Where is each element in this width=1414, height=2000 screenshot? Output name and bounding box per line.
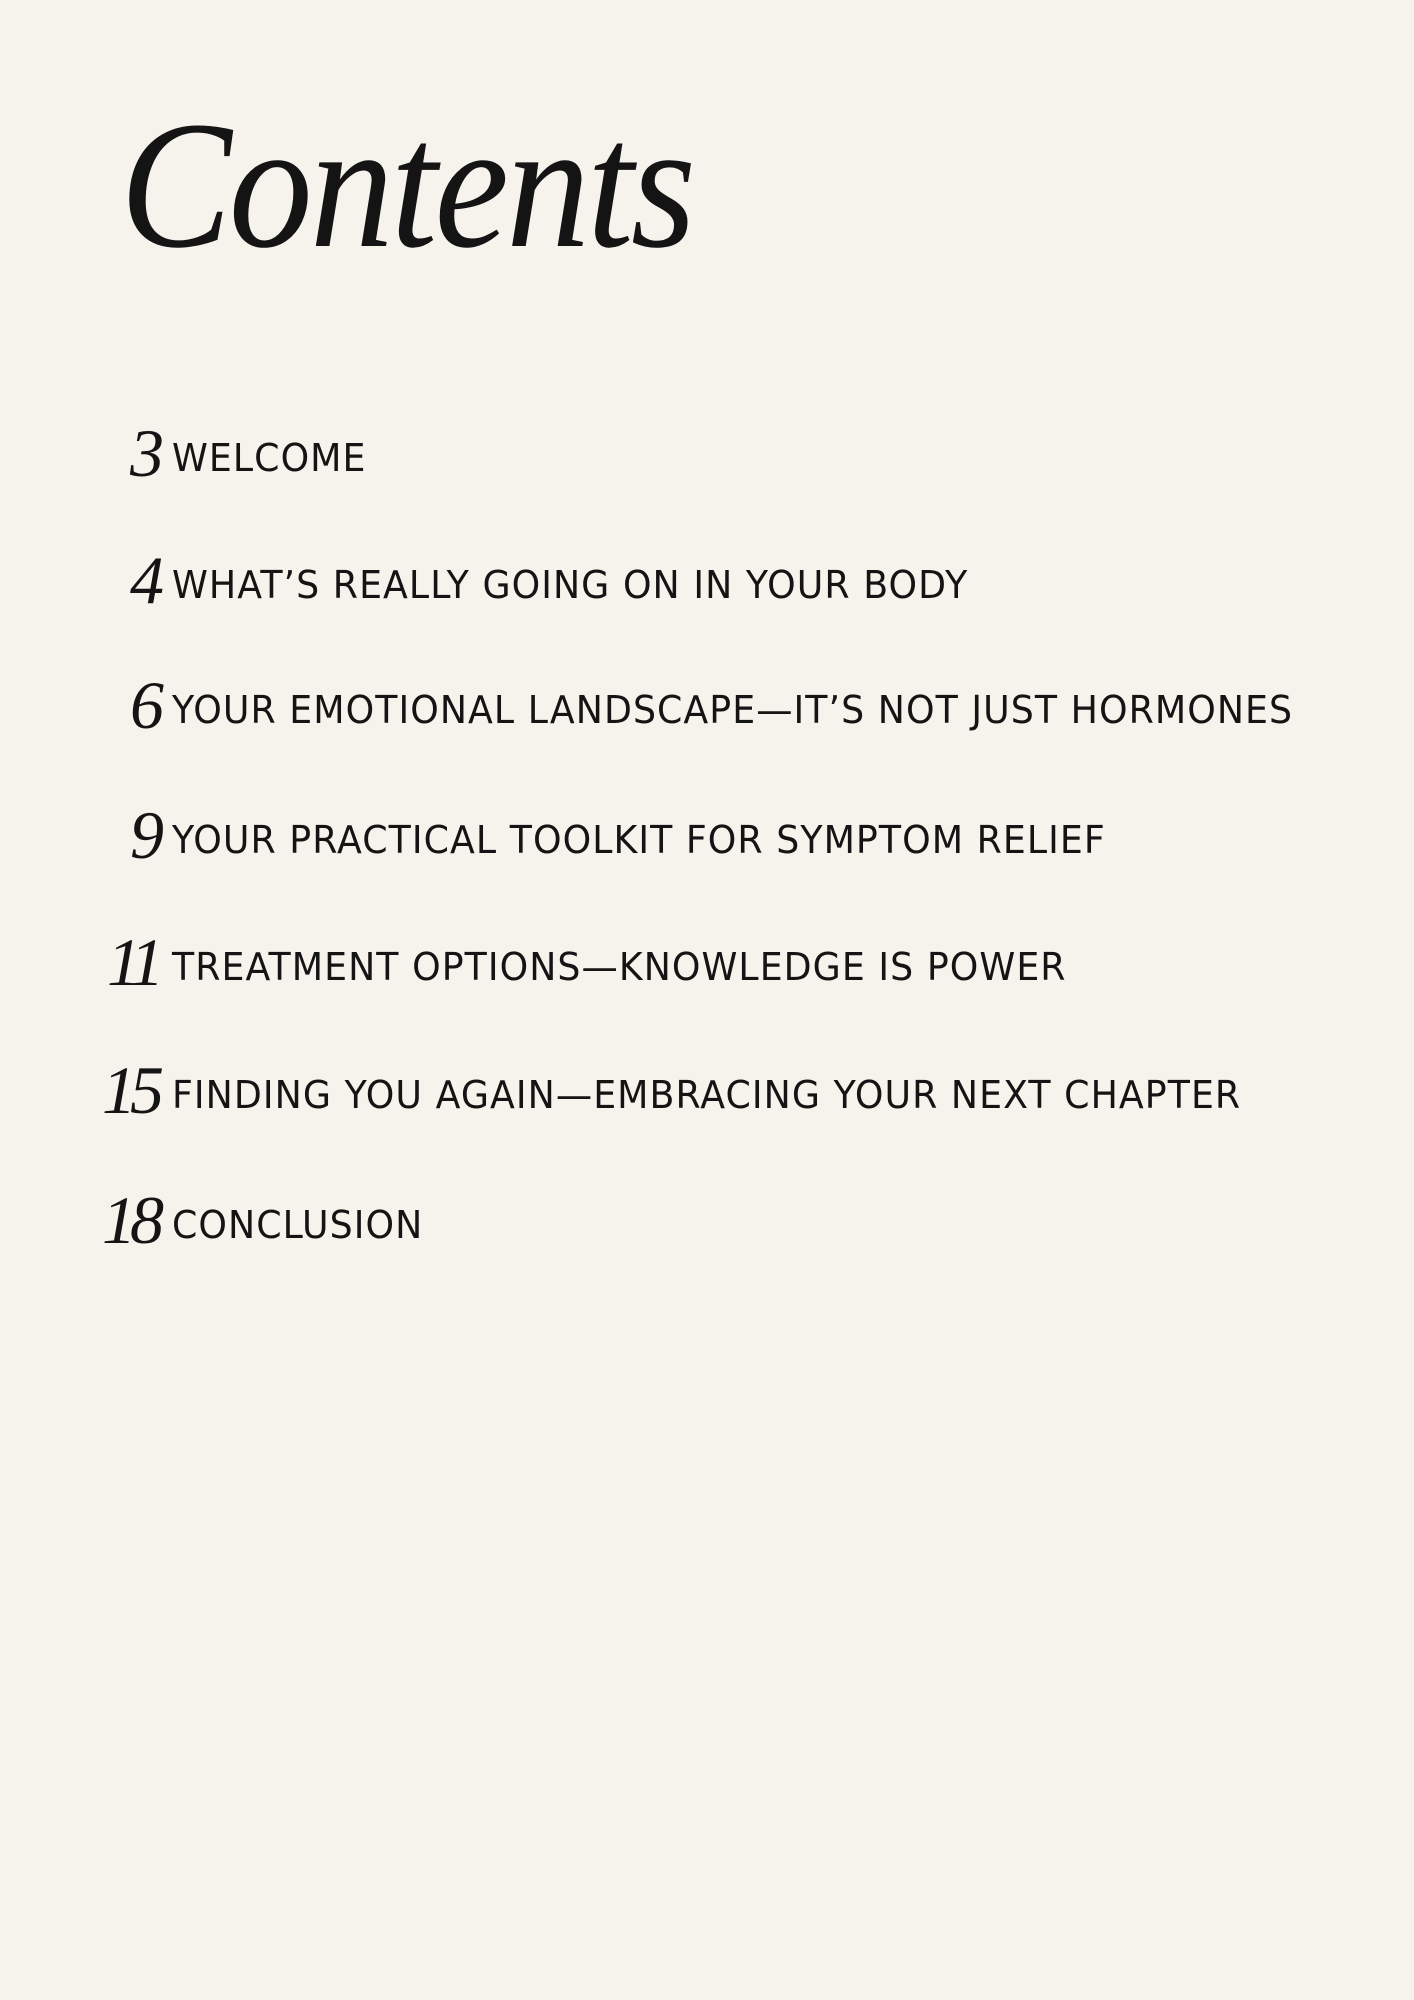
toc-page-number: 9 [130, 797, 158, 873]
toc-section-title: WHAT’S REALLY GOING ON IN YOUR BODY [172, 563, 969, 607]
toc-section-title: FINDING YOU AGAIN—EMBRACING YOUR NEXT CHAPTER [172, 1073, 1242, 1117]
toc-page-number: 3 [130, 415, 158, 491]
toc-section-title: YOUR PRACTICAL TOOLKIT FOR SYMPTOM RELIEF [172, 818, 1106, 862]
toc-item-conclusion[interactable] [0, 1182, 1414, 1266]
toc-section-title: TREATMENT OPTIONS—KNOWLEDGE IS POWER [172, 945, 1067, 989]
toc-item-finding-you-again[interactable] [0, 1052, 1414, 1136]
page-title: Contents [120, 85, 694, 286]
toc-section-title: YOUR EMOTIONAL LANDSCAPE—IT’S NOT JUST HORMONES [172, 688, 1294, 732]
toc-item-welcome[interactable] [0, 415, 1414, 499]
toc-section-title: WELCOME [172, 436, 367, 480]
toc-item-body[interactable] [0, 542, 1414, 626]
toc-item-emotional-landscape[interactable] [0, 667, 1414, 751]
toc-item-treatment-options[interactable] [0, 924, 1414, 1008]
toc-item-practical-toolkit[interactable] [0, 797, 1414, 881]
toc-page-number: 6 [130, 667, 158, 743]
toc-section-title: CONCLUSION [172, 1203, 424, 1247]
toc-page-number: 4 [130, 542, 158, 618]
toc-page-number: 11 [107, 924, 158, 1000]
toc-page-number: 18 [102, 1182, 158, 1258]
toc-page-number: 15 [102, 1052, 158, 1128]
